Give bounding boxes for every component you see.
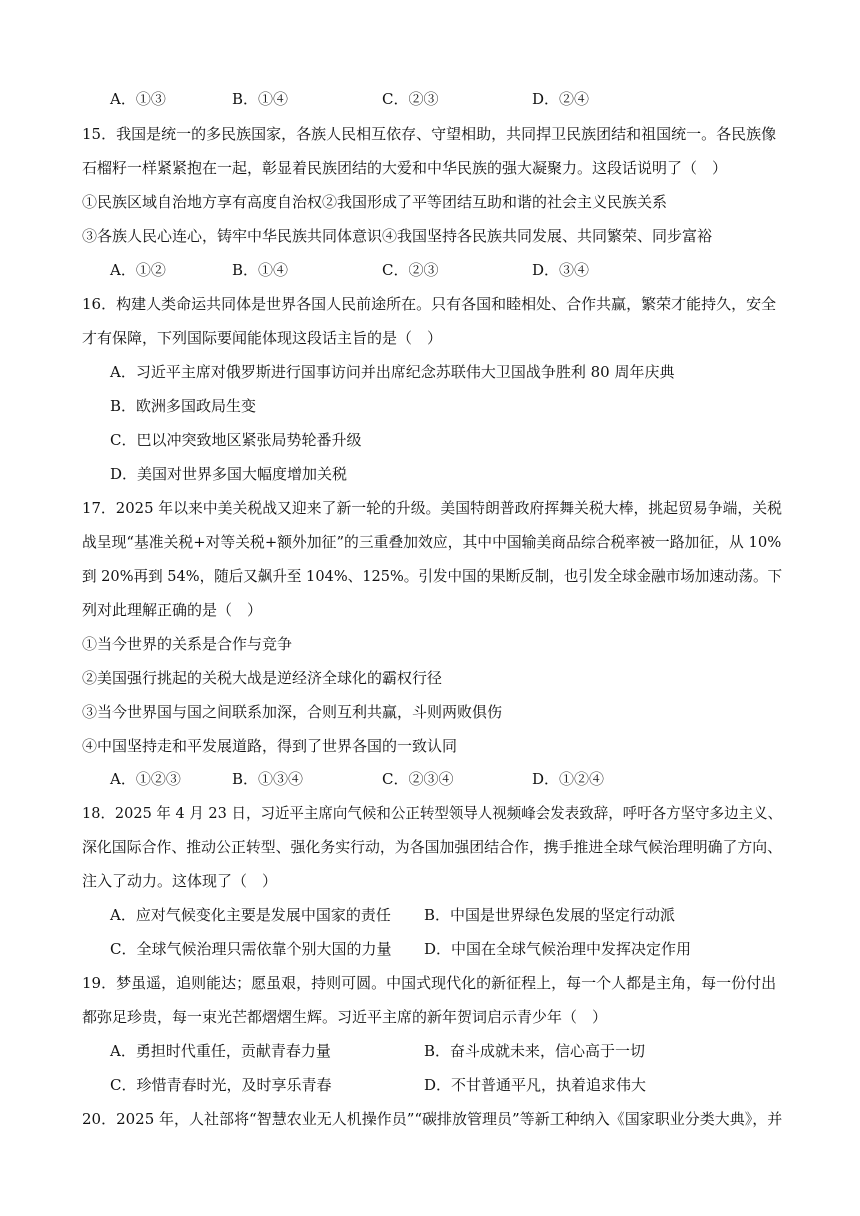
q17-option-b: B．①③④ [232,770,304,788]
q15-statement-line-1: ①民族区域自治地方享有高度自治权②我国形成了平等团结互助和谐的社会主义民族关系 [82,193,668,211]
q18-stem-line-1: 18．2025 年 4 月 23 日，习近平主席向气候和公正转型领导人视频峰会发表致辞，呼吁各方坚守多边主义、 [82,804,783,822]
q18-option-c: C．全球气候治理只需依靠个别大国的力量 [110,940,392,958]
q17-option-d: D．①②④ [532,770,605,788]
q15-stem-line-1: 15．我国是统一的多民族国家，各族人民相互依存、守望相助，共同捍卫民族团结和祖国统一。各民族像 [82,125,777,143]
q15-stem-line-2: 石榴籽一样紧紧抱在一起，彰显着民族团结的大爱和中华民族的强大凝聚力。这段话说明了（ ） [82,159,728,177]
q15-option-a: A．①② [110,261,166,279]
q18-option-d: D．中国在全球气候治理中发挥决定作用 [424,940,692,958]
q18-stem-line-3: 注入了动力。这体现了（ ） [82,872,278,890]
q17-stem-line-3: 到 20%再到 54%，随后又飙升至 104%、125%。引发中国的果断反制，也引发全球金融市场加速动荡。下 [82,567,783,585]
q17-stem-line-1: 17．2025 年以来中美关税战又迎来了新一轮的升级。美国特朗普政府挥舞关税大棒，挑起贸易争端，关税 [82,499,782,517]
q16-option-c: C．巴以冲突致地区紧张局势轮番升级 [110,431,362,449]
q14-option-b: B．①④ [232,90,289,108]
q17-stem-line-2: 战呈现“基准关税+对等关税+额外加征”的三重叠加效应，其中中国输美商品综合税率被一路加征，从 10% [82,533,782,551]
q16-option-d: D．美国对世界多国大幅度增加关税 [110,465,348,483]
q19-stem-line-2: 都弥足珍贵，每一束光芒都熠熠生辉。习近平主席的新年贺词启示青少年（ ） [82,1008,608,1026]
q15-option-c: C．②③ [382,261,439,279]
q15-option-b: B．①④ [232,261,289,279]
q20-stem-line-1: 20．2025 年，人社部将“智慧农业无人机操作员”“碳排放管理员”等新工种纳入《国家职业分类大典》，并 [82,1110,783,1128]
q18-stem-line-2: 深化国际合作、推动公正转型、强化务实行动，为各国加强团结合作，携手推进全球气候治理明确了方向、 [82,838,783,856]
q16-option-b: B．欧洲多国政局生变 [110,397,257,415]
q17-statement-1: ①当今世界的关系是合作与竞争 [82,635,293,653]
q17-option-c: C．②③④ [382,770,454,788]
q17-stem-line-4: 列对此理解正确的是（ ） [82,601,263,619]
q14-option-a: A．①③ [110,90,166,108]
q17-statement-3: ③当今世界国与国之间联系加深，合则互利共赢，斗则两败俱伤 [82,703,503,721]
q19-stem-line-1: 19．梦虽遥，追则能达；愿虽艰，持则可圆。中国式现代化的新征程上，每一个人都是主角，每一份付出 [82,974,777,992]
q17-statement-2: ②美国强行挑起的关税大战是逆经济全球化的霸权行径 [82,669,443,687]
q18-option-a: A．应对气候变化主要是发展中国家的责任 [110,906,391,924]
q15-option-d: D．③④ [532,261,590,279]
q19-option-a: A．勇担时代重任，贡献青春力量 [110,1042,331,1060]
q16-stem-line-2: 才有保障，下列国际要闻能体现这段话主旨的是（ ） [82,329,443,347]
q19-option-b: B．奋斗成就未来，信心高于一切 [424,1042,646,1060]
q17-option-a: A．①②③ [110,770,181,788]
q16-stem-line-1: 16．构建人类命运共同体是世界各国人民前途所在。只有各国和睦相处、合作共赢，繁荣才能持久，安全 [82,295,777,313]
q14-option-d: D．②④ [532,90,590,108]
q17-statement-4: ④中国坚持走和平发展道路，得到了世界各国的一致认同 [82,737,458,755]
q14-option-c: C．②③ [382,90,439,108]
q19-option-d: D．不甘普通平凡，执着追求伟大 [424,1076,647,1094]
q19-option-c: C．珍惜青春时光，及时享乐青春 [110,1076,332,1094]
q15-statement-line-2: ③各族人民心连心，铸牢中华民族共同体意识④我国坚持各民族共同发展、共同繁荣、同步富裕 [82,227,713,245]
q16-option-a: A．习近平主席对俄罗斯进行国事访问并出席纪念苏联伟大卫国战争胜利 80 周年庆典 [110,363,675,381]
q18-option-b: B．中国是世界绿色发展的坚定行动派 [424,906,676,924]
